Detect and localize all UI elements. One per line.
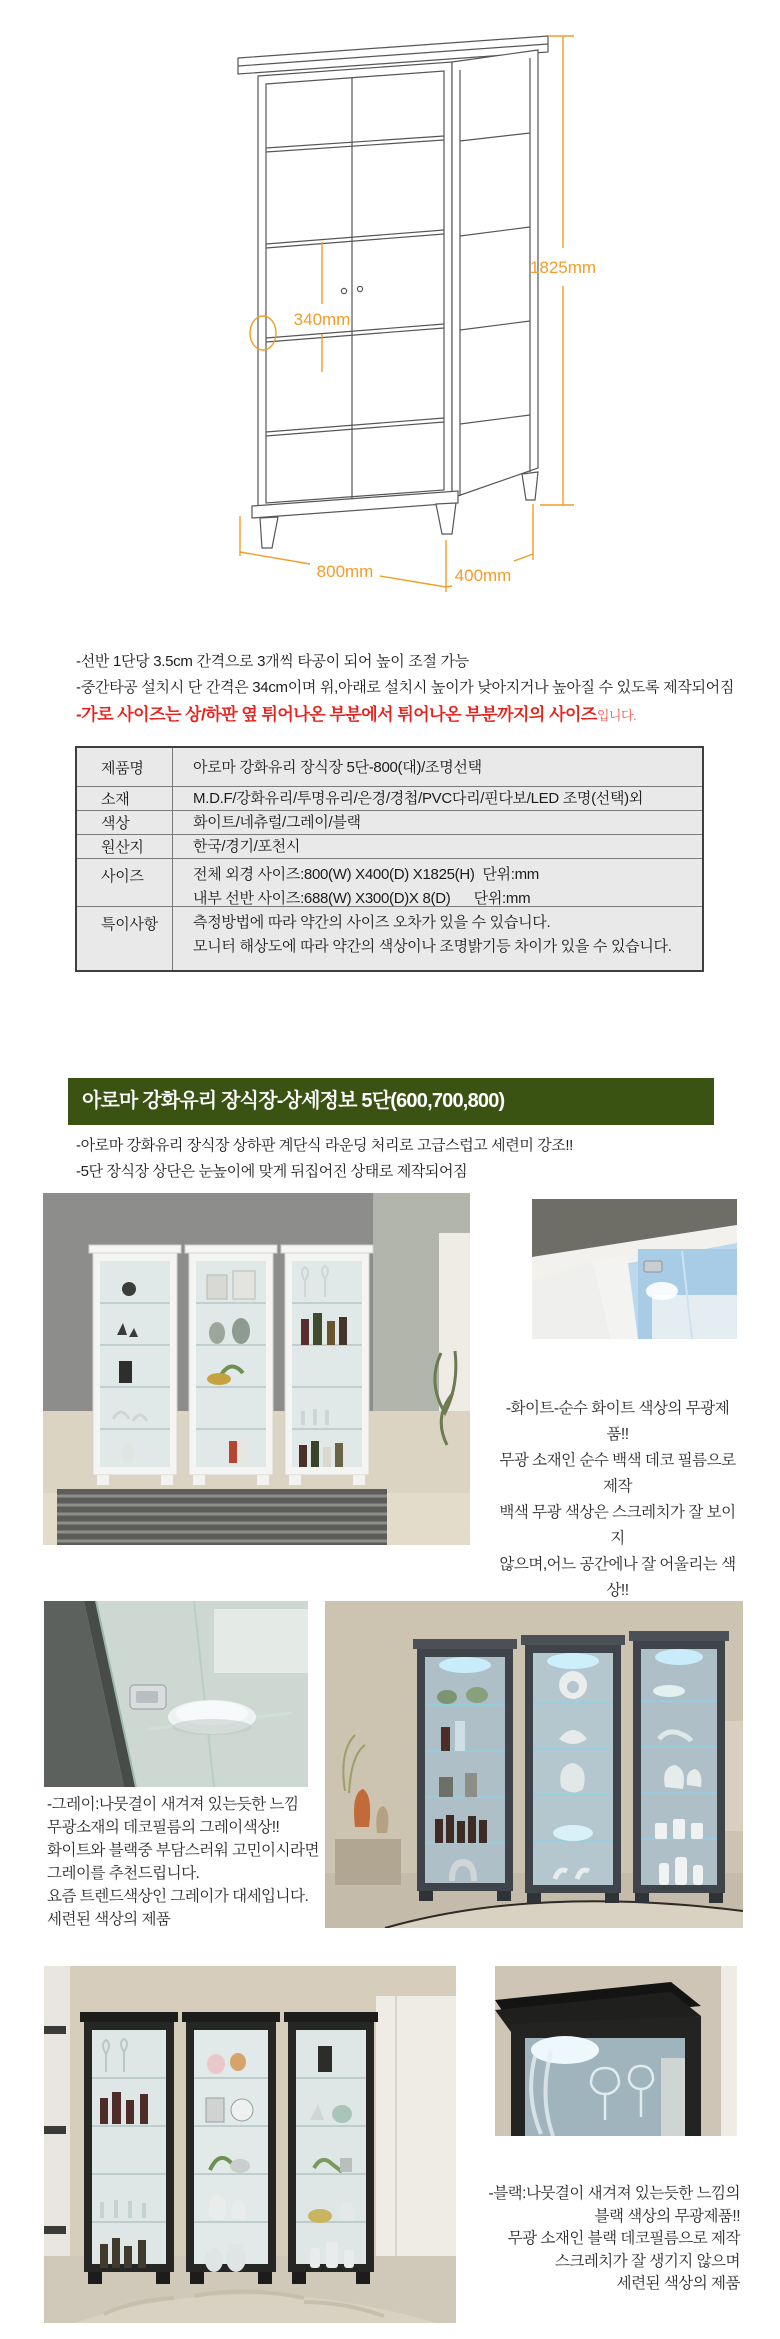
gray-cabinets-photo — [325, 1601, 743, 1928]
spec-label-color: 색상 — [77, 811, 173, 834]
white-desc-line-2: 무광 소재인 순수 백색 데코 필름으로 제작 — [499, 1452, 736, 1495]
black-desc-line-4: 스크레치가 잘 생기지 않으며 — [554, 2252, 740, 2270]
wall-switch-panel — [725, 1721, 743, 1831]
spec-value-size-outer: 전체 외경 사이즈:800(W) X400(D) X1825(H) 단위:mm — [193, 866, 539, 883]
note-shelf-adjust: -선반 1단당 3.5cm 간격으로 3개씩 타공이 되어 높이 조절 가능 — [76, 653, 469, 670]
note-width-warning-red: -가로 사이즈는 상/하판 옆 튀어나온 부분에서 튀어나온 부분까지의 사이즈 — [76, 705, 597, 724]
white-color-description — [495, 1396, 740, 1604]
photo-white-cabinet-units — [89, 1245, 373, 1485]
black-cabinets-photo — [44, 1966, 456, 2323]
white-dish — [168, 1700, 256, 1735]
led-light-glow — [646, 1282, 678, 1300]
gray-desc-line-5: 요즘 트렌드색상인 그레이가 대세입니다. — [47, 1888, 309, 1905]
table-row — [77, 834, 702, 858]
black-color-description — [420, 2183, 740, 2296]
note-width-warning — [76, 700, 636, 725]
spec-value-etc-1: 측정방법에 따라 약간의 사이즈 오차가 있을 수 있습니다. — [193, 914, 551, 931]
spec-label-product: 제품명 — [77, 748, 173, 786]
spec-label-origin: 원산지 — [77, 835, 173, 858]
spec-value-size-inner: 내부 선반 사이즈:688(W) X300(D)X 8(D) 단위:mm — [193, 890, 531, 907]
glass-hinge — [644, 1261, 662, 1272]
table-row — [77, 786, 702, 810]
dim-shelf-gap-label: 340mm — [293, 310, 351, 329]
spec-value-color: 화이트/네츄럴/그레이/블랙 — [193, 814, 361, 831]
spec-table — [75, 746, 704, 972]
gray-desc-line-3: 화이트와 블랙중 부담스러워 고민이시라면 — [47, 1842, 319, 1859]
dim-height-label: 1825mm — [529, 258, 597, 277]
spec-value-etc-2: 모니터 해상도에 따라 약간의 색상이나 조명밝기등 차이가 있을 수 있습니다. — [193, 938, 672, 955]
black-desc-line-5: 세련된 색상의 제품 — [616, 2275, 740, 2292]
dim-depth-label: 400mm — [454, 566, 512, 585]
led-glow — [439, 1657, 491, 1673]
black-closeup-photo — [495, 1966, 737, 2136]
black-desc-line-3: 무광 소재인 블랙 데코필름으로 제작 — [507, 2230, 740, 2247]
black-cabinet-units — [80, 2012, 378, 2284]
black-cabinet-corner — [495, 1982, 701, 2136]
size-diagram — [0, 0, 780, 640]
spec-value-material: M.D.F/강화유리/투명유리/은경/경첩/PVC다리/핀다보/LED 조명(선택)외 — [193, 790, 644, 807]
photo-rug — [57, 1489, 387, 1545]
cabinet-line-drawing — [238, 36, 548, 548]
spec-value-product: 아로마 강화유리 장식장 5단-800(대)/조명선택 — [193, 758, 482, 776]
detail-section-header: 아로마 강화유리 장식장-상세정보 5단(600,700,800) — [68, 1078, 714, 1125]
white-closeup-photo — [532, 1199, 737, 1339]
table-row — [77, 748, 702, 786]
intro-line-2: -5단 장식장 상단은 눈높이에 맞게 뒤집어진 상태로 제작되어짐 — [76, 1163, 468, 1180]
note-middle-hole: -중간타공 설치시 단 간격은 34cm이며 위,아래로 설치시 높이가 낮아지거나 높아질 수 있도록 제작되어짐 — [76, 679, 735, 696]
note-width-warning-tail: 입니다. — [596, 708, 637, 723]
black-desc-line-2: 블랙 색상의 무광제품!! — [594, 2207, 740, 2225]
spec-label-material: 소재 — [77, 787, 173, 810]
white-cabinets-photo — [43, 1193, 470, 1545]
gray-closeup-photo — [44, 1601, 308, 1787]
spec-label-size: 사이즈 — [77, 859, 173, 906]
black-desc-line-1: -블랙:나뭇결이 새겨져 있는듯한 느낌의 — [488, 2185, 740, 2202]
spec-value-origin: 한국/경기/포천시 — [193, 838, 301, 855]
spec-label-etc: 특이사항 — [77, 907, 173, 970]
gray-desc-line-1: -그레이:나뭇결이 새겨져 있는듯한 느낌 — [47, 1796, 299, 1813]
white-desc-line-4: 않으며,어느 공간에나 잘 어울리는 색상!! — [499, 1556, 736, 1599]
table-row — [77, 810, 702, 834]
gray-desc-line-6: 세련된 색상의 제품 — [47, 1911, 171, 1928]
gray-color-description — [47, 1793, 347, 1931]
gray-desc-line-4: 그레이를 추천드립니다. — [47, 1865, 200, 1882]
white-desc-line-3: 백색 무광 색상은 스크레치가 잘 보이지 — [499, 1504, 736, 1547]
intro-line-1: -아로마 강화유리 장식장 상하판 계단식 라운딩 처리로 고급스럽고 세련미 강조!! — [76, 1137, 573, 1154]
gray-cabinet-units — [413, 1631, 729, 1903]
table-row — [77, 906, 702, 970]
gray-desc-line-2: 무광소재의 데코필름의 그레이색상!! — [47, 1819, 280, 1836]
table-row — [77, 858, 702, 906]
dim-width-label: 800mm — [316, 562, 374, 581]
white-desc-line-1: -화이트-순수 화이트 색상의 무광제품!! — [505, 1400, 730, 1443]
black-led-glow — [531, 2036, 599, 2064]
